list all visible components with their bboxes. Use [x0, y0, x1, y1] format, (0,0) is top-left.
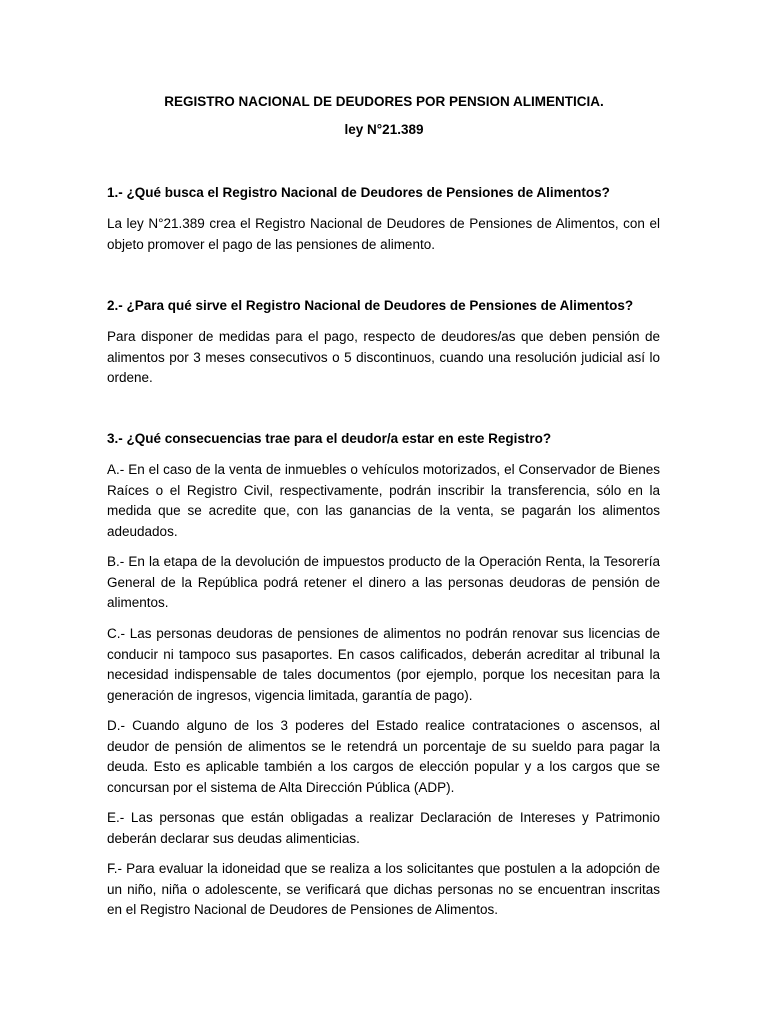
answer-2-paragraph	[107, 327, 660, 389]
answer-1-paragraph	[107, 214, 660, 255]
text-line: objeto promover el pago de las pensiones de alimento.	[107, 236, 435, 252]
text-line: medida que se acredite que, con las ganancias de la venta, se pagarán los alimentos	[107, 503, 660, 518]
law-number: ley N°21.389	[344, 122, 424, 137]
text-line: generación de ingresos, vigencia limitada, garantía de pago).	[107, 687, 473, 703]
consequence-a-paragraph	[107, 460, 660, 542]
question-2-heading: 2.- ¿Para qué sirve el Registro Nacional de Deudores de Pensiones de Alimentos?	[107, 298, 634, 313]
text-line: F.- Para evaluar la idoneidad que se realiza a los solicitantes que postulen a la adopción de	[107, 861, 660, 876]
text-line: La ley N°21.389 crea el Registro Nacional de Deudores de Pensiones de Alimentos, con el	[107, 216, 660, 231]
question-1-heading: 1.- ¿Qué busca el Registro Nacional de Deudores de Pensiones de Alimentos?	[107, 185, 610, 200]
text-line: alimentos por 3 meses consecutivos o 5 discontinuos, cuando una resolución judicial así lo	[107, 349, 660, 365]
text-line: en el Registro Nacional de Deudores de Pensiones de Alimentos.	[107, 902, 498, 917]
text-line: General de la República podrá retener el dinero a las personas deudoras de pensión de	[107, 574, 660, 590]
consequence-c-paragraph	[107, 624, 660, 706]
text-line: Para disponer de medidas para el pago, respecto de deudores/as que deben pensión de	[107, 329, 660, 344]
text-line: deberán declarar sus deudas alimenticias.	[107, 830, 360, 846]
text-line: D.- Cuando alguno de los 3 poderes del Estado realice contrataciones o ascensos, al	[107, 718, 660, 733]
text-line: B.- En la etapa de la devolución de impuestos producto de la Operación Renta, la Tesorería	[107, 554, 660, 569]
text-line: un niño, niña o adolescente, se verificará que dichas personas no se encuentran inscritas	[107, 881, 660, 897]
text-line: ordene.	[107, 370, 153, 385]
text-line: concursan por el sistema de Alta Dirección Pública (ADP).	[107, 779, 455, 795]
text-line: necesidad indispensable de tales documentos (por ejemplo, porque los necesitan para la	[107, 667, 660, 682]
text-line: alimentos.	[107, 595, 169, 610]
question-3-heading: 3.- ¿Qué consecuencias trae para el deudor/a estar en este Registro?	[107, 431, 552, 446]
document-title: REGISTRO NACIONAL DE DEUDORES POR PENSION ALIMENTICIA.	[164, 94, 604, 109]
consequence-e-paragraph	[107, 808, 660, 849]
text-line: deudor de pensión de alimentos se le retendrá un porcentaje de su sueldo para pagar la	[107, 738, 660, 754]
text-line: C.- Las personas deudoras de pensiones de alimentos no podrán renovar sus licencias de	[107, 626, 660, 641]
consequence-b-paragraph	[107, 552, 660, 614]
text-line: E.- Las personas que están obligadas a realizar Declaración de Intereses y Patrimonio	[107, 810, 660, 825]
consequence-d-paragraph	[107, 716, 660, 798]
text-line: Raíces o el Registro Civil, respectivamente, podrán inscribir la transferencia, sólo en la	[107, 482, 660, 498]
text-line: adeudados.	[107, 523, 178, 539]
text-line: conducir ni tampoco sus pasaportes. En casos calificados, deberán acreditar al tribunal la	[107, 646, 660, 662]
consequence-f-paragraph	[107, 859, 660, 921]
text-line: deuda. Esto es aplicable también a los cargos de elección popular y a los cargos que se	[107, 759, 660, 774]
text-line: A.- En el caso de la venta de inmuebles o vehículos motorizados, el Conservador de Bienes	[107, 462, 660, 477]
